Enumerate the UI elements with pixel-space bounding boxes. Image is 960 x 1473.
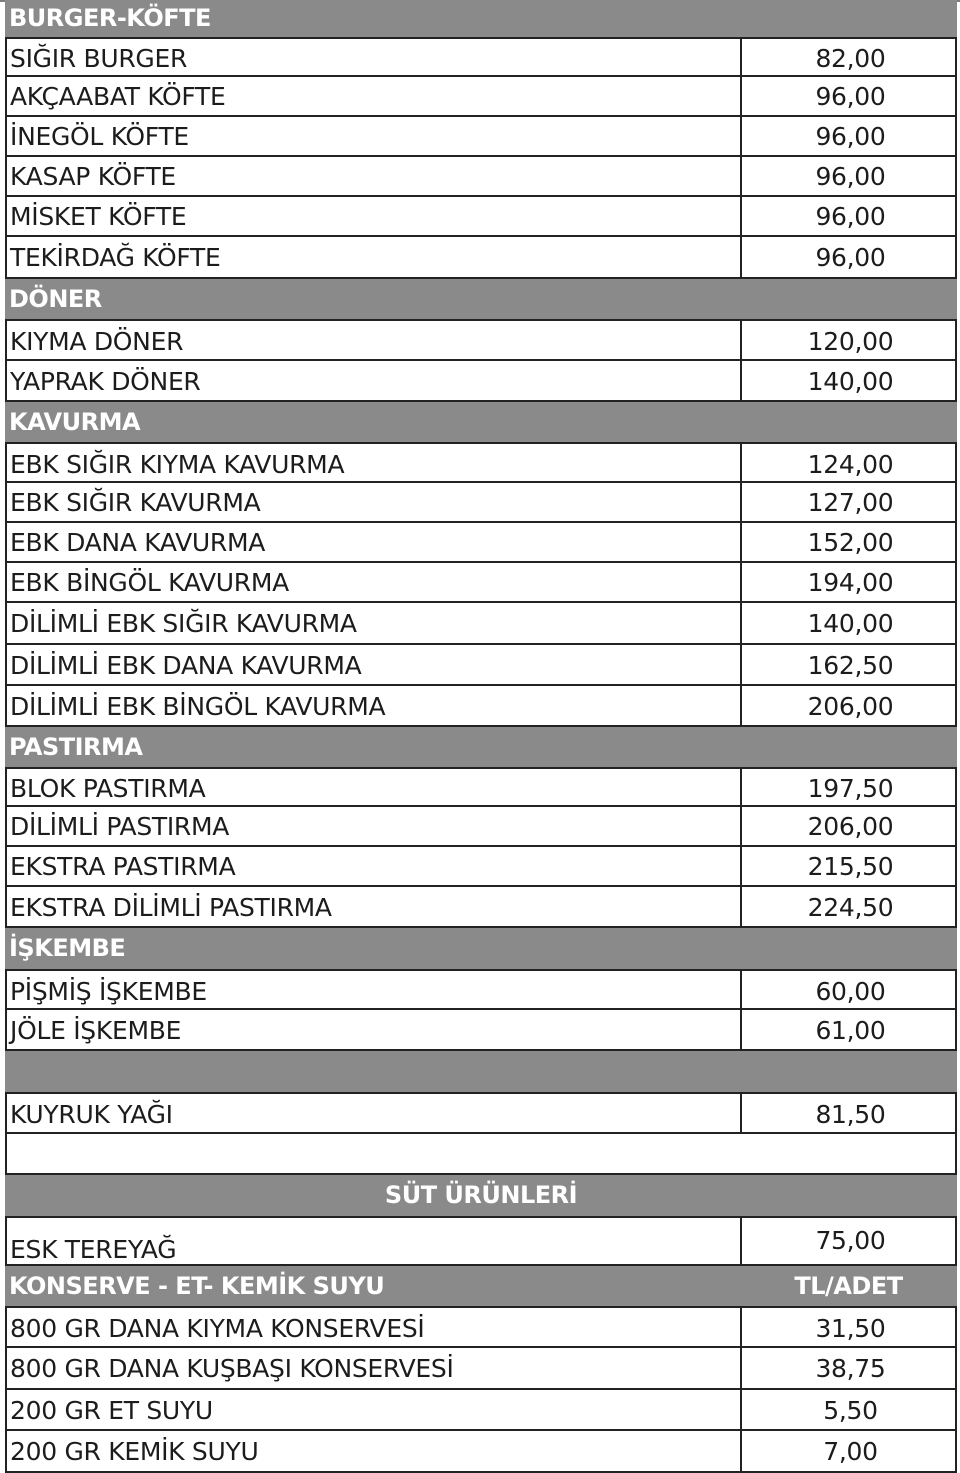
item-price: 124,00: [740, 444, 959, 481]
section-header-doner: [5, 279, 957, 319]
section-header-iskembe: [5, 928, 957, 969]
item-price: 197,50: [740, 769, 959, 805]
item-name: EBK SIĞIR KIYMA KAVURMA: [10, 450, 345, 479]
item-price: 5,50: [740, 1390, 959, 1429]
item-name: TEKİRDAĞ KÖFTE: [10, 243, 221, 272]
table-row: [5, 319, 957, 361]
item-price: 96,00: [740, 237, 959, 277]
item-price: 31,50: [740, 1308, 959, 1346]
item-price: 194,00: [740, 563, 959, 601]
item-name: KUYRUK YAĞI: [10, 1100, 173, 1129]
item-price: 206,00: [740, 807, 959, 845]
item-name: EBK SIĞIR KAVURMA: [10, 488, 261, 517]
item-name: EBK BİNGÖL KAVURMA: [10, 568, 289, 597]
table-row: [5, 1390, 957, 1431]
section-title: PASTIRMA: [9, 733, 143, 761]
section-title: SÜT ÜRÜNLERİ: [384, 1181, 578, 1209]
table-row: [5, 37, 957, 77]
item-price: 81,50: [740, 1094, 959, 1132]
table-row: [5, 523, 957, 563]
empty-row: [5, 1134, 957, 1175]
item-price: 152,00: [740, 523, 959, 561]
item-price: 38,75: [740, 1348, 959, 1388]
item-name: AKÇAABAT KÖFTE: [10, 82, 226, 111]
section-header-konserve: [5, 1266, 957, 1306]
table-row: [5, 1010, 957, 1051]
item-name: DİLİMLİ EBK DANA KAVURMA: [10, 651, 362, 680]
section-header-sut-urunleri: [5, 1175, 957, 1216]
table-row: [5, 969, 957, 1010]
item-name: ESK TEREYAĞ: [10, 1235, 177, 1264]
item-price: 96,00: [740, 117, 959, 155]
item-name: 200 GR KEMİK SUYU: [10, 1437, 259, 1466]
table-row: [5, 1092, 957, 1134]
item-name: DİLİMLİ PASTIRMA: [10, 812, 230, 841]
table-row: [5, 887, 957, 928]
table-row: [5, 117, 957, 157]
item-price: 7,00: [740, 1431, 959, 1471]
table-row: [5, 77, 957, 117]
item-name: BLOK PASTIRMA: [10, 774, 206, 803]
section-title: BURGER-KÖFTE: [9, 4, 211, 32]
item-price: 162,50: [740, 645, 959, 684]
item-price: 140,00: [740, 603, 959, 643]
section-title: DÖNER: [9, 285, 102, 313]
item-price: 127,00: [740, 483, 959, 521]
item-name: PİŞMİŞ İŞKEMBE: [10, 977, 207, 1006]
table-row: [5, 361, 957, 402]
table-row: [5, 686, 957, 727]
item-price: 75,00: [740, 1218, 959, 1264]
item-name: EKSTRA DİLİMLİ PASTIRMA: [10, 893, 332, 922]
table-row: [5, 1431, 957, 1473]
item-name: 800 GR DANA KUŞBAŞI KONSERVESİ: [10, 1354, 454, 1383]
table-row: [5, 563, 957, 603]
table-row: [5, 1306, 957, 1348]
item-price: 140,00: [740, 361, 959, 400]
item-price: 215,50: [740, 847, 959, 885]
table-row: [5, 442, 957, 483]
section-title: KONSERVE - ET- KEMİK SUYU: [9, 1272, 385, 1300]
item-name: SIĞIR BURGER: [10, 44, 188, 73]
item-price: 96,00: [740, 77, 959, 115]
table-row: [5, 1348, 957, 1390]
item-price: 60,00: [740, 971, 959, 1008]
item-price: 96,00: [740, 197, 959, 235]
table-row: [5, 157, 957, 197]
item-name: JÖLE İŞKEMBE: [10, 1016, 182, 1045]
item-name: DİLİMLİ EBK SIĞIR KAVURMA: [10, 609, 357, 638]
section-title: KAVURMA: [9, 408, 141, 436]
item-price: 206,00: [740, 686, 959, 725]
item-price: 224,50: [740, 887, 959, 926]
item-name: YAPRAK DÖNER: [10, 367, 201, 396]
item-name: KASAP KÖFTE: [10, 162, 176, 191]
section-header-blank: [5, 1051, 957, 1092]
item-name: İNEGÖL KÖFTE: [10, 122, 189, 151]
item-name: DİLİMLİ EBK BİNGÖL KAVURMA: [10, 692, 386, 721]
item-name: EBK DANA KAVURMA: [10, 528, 266, 557]
item-price: 61,00: [740, 1010, 959, 1049]
section-header-kavurma: [5, 402, 957, 442]
table-row: [5, 1216, 957, 1266]
table-row: [5, 645, 957, 686]
table-row: [5, 847, 957, 887]
section-header-burger-kofte: [5, 0, 957, 37]
table-row: [5, 483, 957, 523]
section-header-pastirma: [5, 727, 957, 767]
table-row: [5, 807, 957, 847]
table-row: [5, 603, 957, 645]
item-name: KIYMA DÖNER: [10, 327, 184, 356]
section-title: İŞKEMBE: [9, 934, 126, 962]
item-price: 120,00: [740, 321, 959, 359]
item-price: 96,00: [740, 157, 959, 195]
item-name: MİSKET KÖFTE: [10, 202, 187, 231]
unit-label: TL/ADET: [794, 1272, 903, 1300]
item-price: 82,00: [740, 39, 959, 75]
item-name: EKSTRA PASTIRMA: [10, 852, 236, 881]
table-row: [5, 197, 957, 237]
table-row: [5, 237, 957, 279]
item-name: 200 GR ET SUYU: [10, 1396, 213, 1425]
item-name: 800 GR DANA KIYMA KONSERVESİ: [10, 1314, 425, 1343]
table-row: [5, 767, 957, 807]
